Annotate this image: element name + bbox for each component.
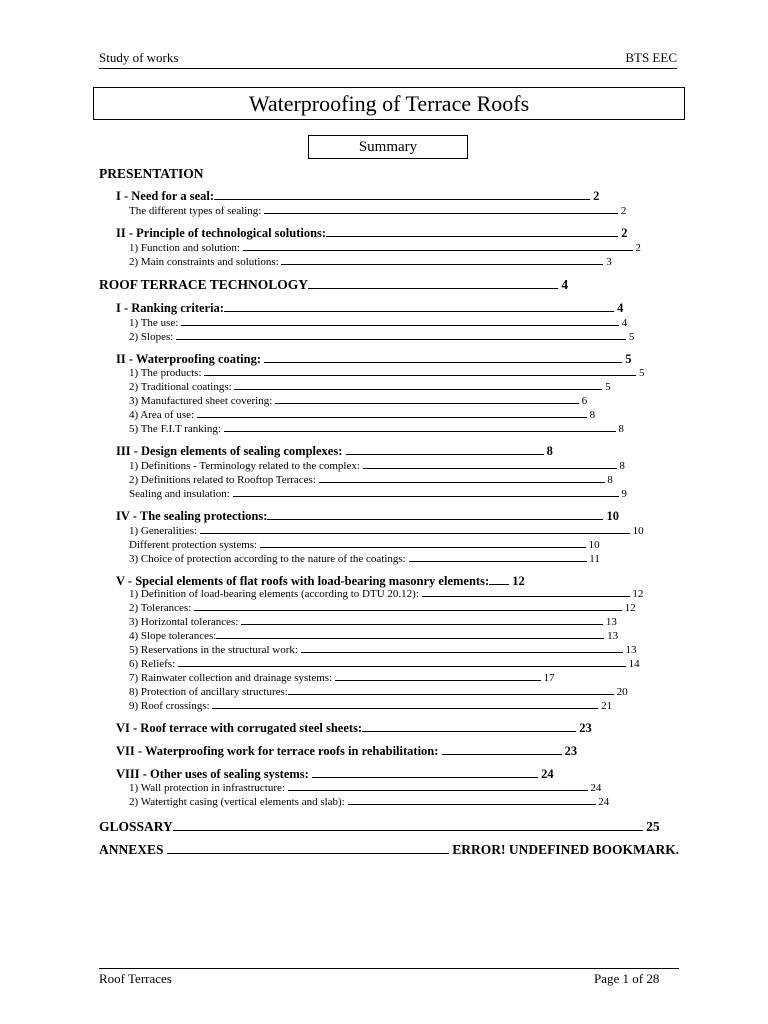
toc-page-number: 24: [537, 767, 554, 781]
page-header: [99, 50, 677, 69]
toc-page-number: 13: [622, 644, 637, 656]
toc-entry[interactable]: [99, 166, 204, 182]
toc-page-number: 8: [586, 409, 596, 421]
toc-entry-title: PRESENTATION: [99, 166, 204, 181]
toc-entry[interactable]: [129, 630, 618, 642]
leader-line: [241, 624, 603, 625]
toc-entry[interactable]: [116, 721, 592, 736]
toc-entry-title: 2) Definitions related to Rooftop Terraces:: [129, 474, 319, 486]
toc-page-number: 8: [543, 444, 553, 458]
toc-entry[interactable]: [116, 352, 632, 367]
toc-entry[interactable]: [116, 301, 623, 316]
leader-line: [260, 547, 586, 548]
toc-page-number: 13: [603, 616, 617, 628]
toc-page-number: 12: [622, 602, 636, 614]
footer-right: Page 1 of 28: [594, 971, 660, 986]
toc-entry-title: 4) Area of use:: [129, 409, 197, 421]
toc-entry-title: 3) Choice of protection according to the nature of the coatings:: [129, 553, 409, 565]
toc-page-number: 13: [604, 630, 619, 642]
leader-line: [312, 777, 538, 778]
toc-entry-title: II - Waterproofing coating:: [116, 352, 265, 366]
toc-entry[interactable]: [129, 525, 644, 537]
toc-entry[interactable]: [129, 700, 612, 712]
toc-entry-title: VIII - Other uses of sealing systems:: [116, 767, 312, 781]
toc-entry[interactable]: [116, 226, 627, 241]
toc-entry[interactable]: [129, 331, 634, 343]
toc-entry-title: The different types of sealing:: [129, 205, 265, 217]
toc-entry-title: 2) Main constraints and solutions:: [129, 256, 282, 268]
toc-entry-title: 2) Watertight casing (vertical elements and slab):: [129, 796, 348, 808]
toc-entry[interactable]: [116, 574, 525, 589]
toc-page-number: 25: [642, 819, 660, 834]
toc-entry[interactable]: [116, 744, 577, 759]
toc-entry-title: 1) Definitions - Terminology related to the complex:: [129, 460, 363, 472]
toc-entry-title: III - Design elements of sealing complexes:: [116, 444, 346, 458]
toc-entry-title: 1) Wall protection in infrastructure:: [129, 782, 288, 794]
toc-entry[interactable]: [129, 205, 626, 217]
leader-line: [178, 666, 626, 667]
toc-page-number: 5: [626, 331, 635, 343]
toc-page-number: 11: [586, 553, 600, 565]
toc-page-number: 5: [622, 352, 632, 366]
leader-line: [181, 325, 619, 326]
leader-line: [214, 199, 590, 200]
toc-entry-title: 5) Reservations in the structural work:: [129, 644, 301, 656]
toc-entry-title: 1) The products:: [129, 367, 205, 379]
leader-line: [194, 610, 622, 611]
toc-entry[interactable]: [129, 409, 595, 421]
toc-entry[interactable]: [129, 242, 641, 254]
leader-line: [442, 754, 562, 755]
toc-entry-title: VI - Roof terrace with corrugated steel sheets:: [116, 721, 363, 735]
leader-line: [243, 250, 633, 251]
toc-entry[interactable]: [129, 474, 613, 486]
leader-line: [275, 403, 579, 404]
toc-entry[interactable]: [129, 423, 624, 435]
leader-line: [363, 468, 617, 469]
toc-page-number: 12: [629, 588, 644, 600]
leader-line: [204, 375, 636, 376]
toc-entry[interactable]: [129, 686, 628, 698]
leader-line: [173, 830, 643, 831]
toc-entry[interactable]: [116, 767, 554, 782]
toc-entry-title: 1) Definition of load-bearing elements (according to DTU 20.12):: [129, 588, 422, 600]
summary-label: Summary: [308, 135, 468, 159]
toc-entry[interactable]: [129, 782, 601, 794]
toc-entry[interactable]: [99, 842, 679, 858]
leader-line: [422, 596, 630, 597]
toc-page-number: 8: [615, 423, 624, 435]
toc-entry-title: 9) Roof crossings:: [129, 700, 213, 712]
leader-line: [197, 417, 587, 418]
toc-entry-title: I - Need for a seal:: [116, 189, 215, 203]
document-title: Waterproofing of Terrace Roofs: [93, 87, 685, 120]
leader-line: [216, 638, 604, 639]
leader-line: [167, 853, 449, 854]
toc-entry-title: II - Principle of technological solutions:: [116, 226, 327, 240]
toc-page-number: 23: [561, 744, 578, 758]
toc-page-number: 4: [619, 317, 628, 329]
toc-page-number: 20: [613, 686, 628, 698]
toc-page-number: 10: [585, 539, 600, 551]
leader-line: [288, 694, 614, 695]
toc-entry-title: 1) The use:: [129, 317, 182, 329]
leader-line: [224, 311, 614, 312]
leader-line: [212, 708, 598, 709]
toc-page-number: 2: [632, 242, 641, 254]
footer-left: Roof Terraces: [99, 971, 172, 986]
toc-entry-title: 4) Slope tolerances:: [129, 630, 217, 642]
toc-entry-title: GLOSSARY: [99, 819, 173, 834]
toc-page-number: 9: [618, 488, 627, 500]
toc-entry[interactable]: [116, 444, 553, 459]
header-left: Study of works: [99, 50, 179, 65]
toc-entry[interactable]: [129, 256, 612, 268]
leader-line: [335, 680, 541, 681]
toc-entry[interactable]: [129, 616, 617, 628]
toc-entry-title: 2) Slopes:: [129, 331, 177, 343]
leader-line: [346, 454, 544, 455]
toc-page-number: 17: [540, 672, 555, 684]
toc-page-number: 3: [603, 256, 612, 268]
toc-entry[interactable]: [129, 796, 609, 808]
leader-line: [326, 236, 618, 237]
toc-page-number: ERROR! UNDEFINED BOOKMARK.: [448, 842, 680, 857]
toc-page-number: 5: [636, 367, 645, 379]
toc-entry[interactable]: [129, 317, 627, 329]
leader-line: [301, 652, 623, 653]
toc-entry[interactable]: [116, 509, 619, 524]
toc-entry[interactable]: [129, 539, 600, 551]
toc-entry[interactable]: [129, 588, 643, 600]
toc-page-number: 5: [602, 381, 611, 393]
toc-entry-title: IV - The sealing protections:: [116, 509, 268, 523]
toc-entry[interactable]: [129, 381, 611, 393]
toc-page-number: 8: [616, 460, 625, 472]
toc-page-number: 14: [625, 658, 640, 670]
leader-line: [409, 561, 587, 562]
leader-line: [200, 533, 630, 534]
toc-entry[interactable]: [129, 644, 636, 656]
toc-page-number: 4: [558, 277, 569, 292]
toc-page-number: 12: [509, 574, 525, 588]
toc-entry-title: 3) Manufactured sheet covering:: [129, 395, 275, 407]
toc-page-number: 2: [618, 226, 628, 240]
leader-line: [362, 731, 576, 732]
toc-page-number: 10: [603, 509, 620, 523]
toc-page-number: 2: [590, 189, 600, 203]
toc-entry[interactable]: [129, 488, 627, 500]
toc-entry[interactable]: [99, 819, 660, 835]
toc-page-number: 4: [613, 301, 624, 315]
leader-line: [489, 584, 509, 585]
toc-entry-title: I - Ranking criteria:: [116, 301, 224, 315]
leader-line: [264, 213, 618, 214]
toc-entry-title: 7) Rainwater collection and drainage systems:: [129, 672, 335, 684]
leader-line: [233, 496, 619, 497]
toc-entry-title: 8) Protection of ancillary structures:: [129, 686, 288, 698]
toc-entry-title: V - Special elements of flat roofs with load-bearing masonry elements:: [116, 574, 490, 588]
leader-line: [288, 790, 588, 791]
toc-entry-title: ROOF TERRACE TECHNOLOGY: [99, 277, 309, 292]
toc-entry-title: 5) The F.I.T ranking:: [129, 423, 224, 435]
leader-line: [224, 431, 616, 432]
toc-entry[interactable]: [116, 189, 599, 204]
toc-page-number: 8: [604, 474, 613, 486]
toc-entry-title: VII - Waterproofing work for terrace roofs in rehabilitation:: [116, 744, 442, 758]
leader-line: [308, 288, 558, 289]
leader-line: [234, 389, 602, 390]
leader-line: [267, 519, 603, 520]
toc-entry[interactable]: [129, 672, 555, 684]
toc-entry-title: 2) Tolerances:: [129, 602, 195, 614]
leader-line: [281, 264, 603, 265]
toc-entry-title: 3) Horizontal tolerances:: [129, 616, 242, 628]
toc-entry[interactable]: [129, 658, 640, 670]
toc-page-number: 6: [579, 395, 588, 407]
toc-entry[interactable]: [129, 395, 587, 407]
toc-entry[interactable]: [99, 277, 568, 293]
toc-entry[interactable]: [129, 460, 625, 472]
toc-entry-title: 6) Reliefs:: [129, 658, 178, 670]
toc-entry-title: 1) Generalities:: [129, 525, 200, 537]
leader-line: [264, 362, 622, 363]
toc-entry-title: 1) Function and solution:: [129, 242, 243, 254]
toc-entry-title: Different protection systems:: [129, 539, 260, 551]
toc-entry[interactable]: [129, 553, 600, 565]
leader-line: [319, 482, 605, 483]
toc-page-number: 2: [618, 205, 627, 217]
toc-page-number: 24: [595, 796, 610, 808]
toc-page-number: 24: [587, 782, 602, 794]
toc-entry-title: ANNEXES: [99, 842, 167, 857]
toc-page-number: 23: [576, 721, 592, 735]
header-right: BTS EEC: [625, 50, 677, 65]
leader-line: [176, 339, 626, 340]
toc-entry[interactable]: [129, 367, 645, 379]
toc-entry-title: 2) Traditional coatings:: [129, 381, 235, 393]
toc-page-number: 21: [598, 700, 613, 712]
toc-entry[interactable]: [129, 602, 636, 614]
toc-page-number: 10: [629, 525, 644, 537]
footer-rule: [99, 968, 679, 969]
leader-line: [348, 804, 596, 805]
toc-entry-title: Sealing and insulation:: [129, 488, 233, 500]
